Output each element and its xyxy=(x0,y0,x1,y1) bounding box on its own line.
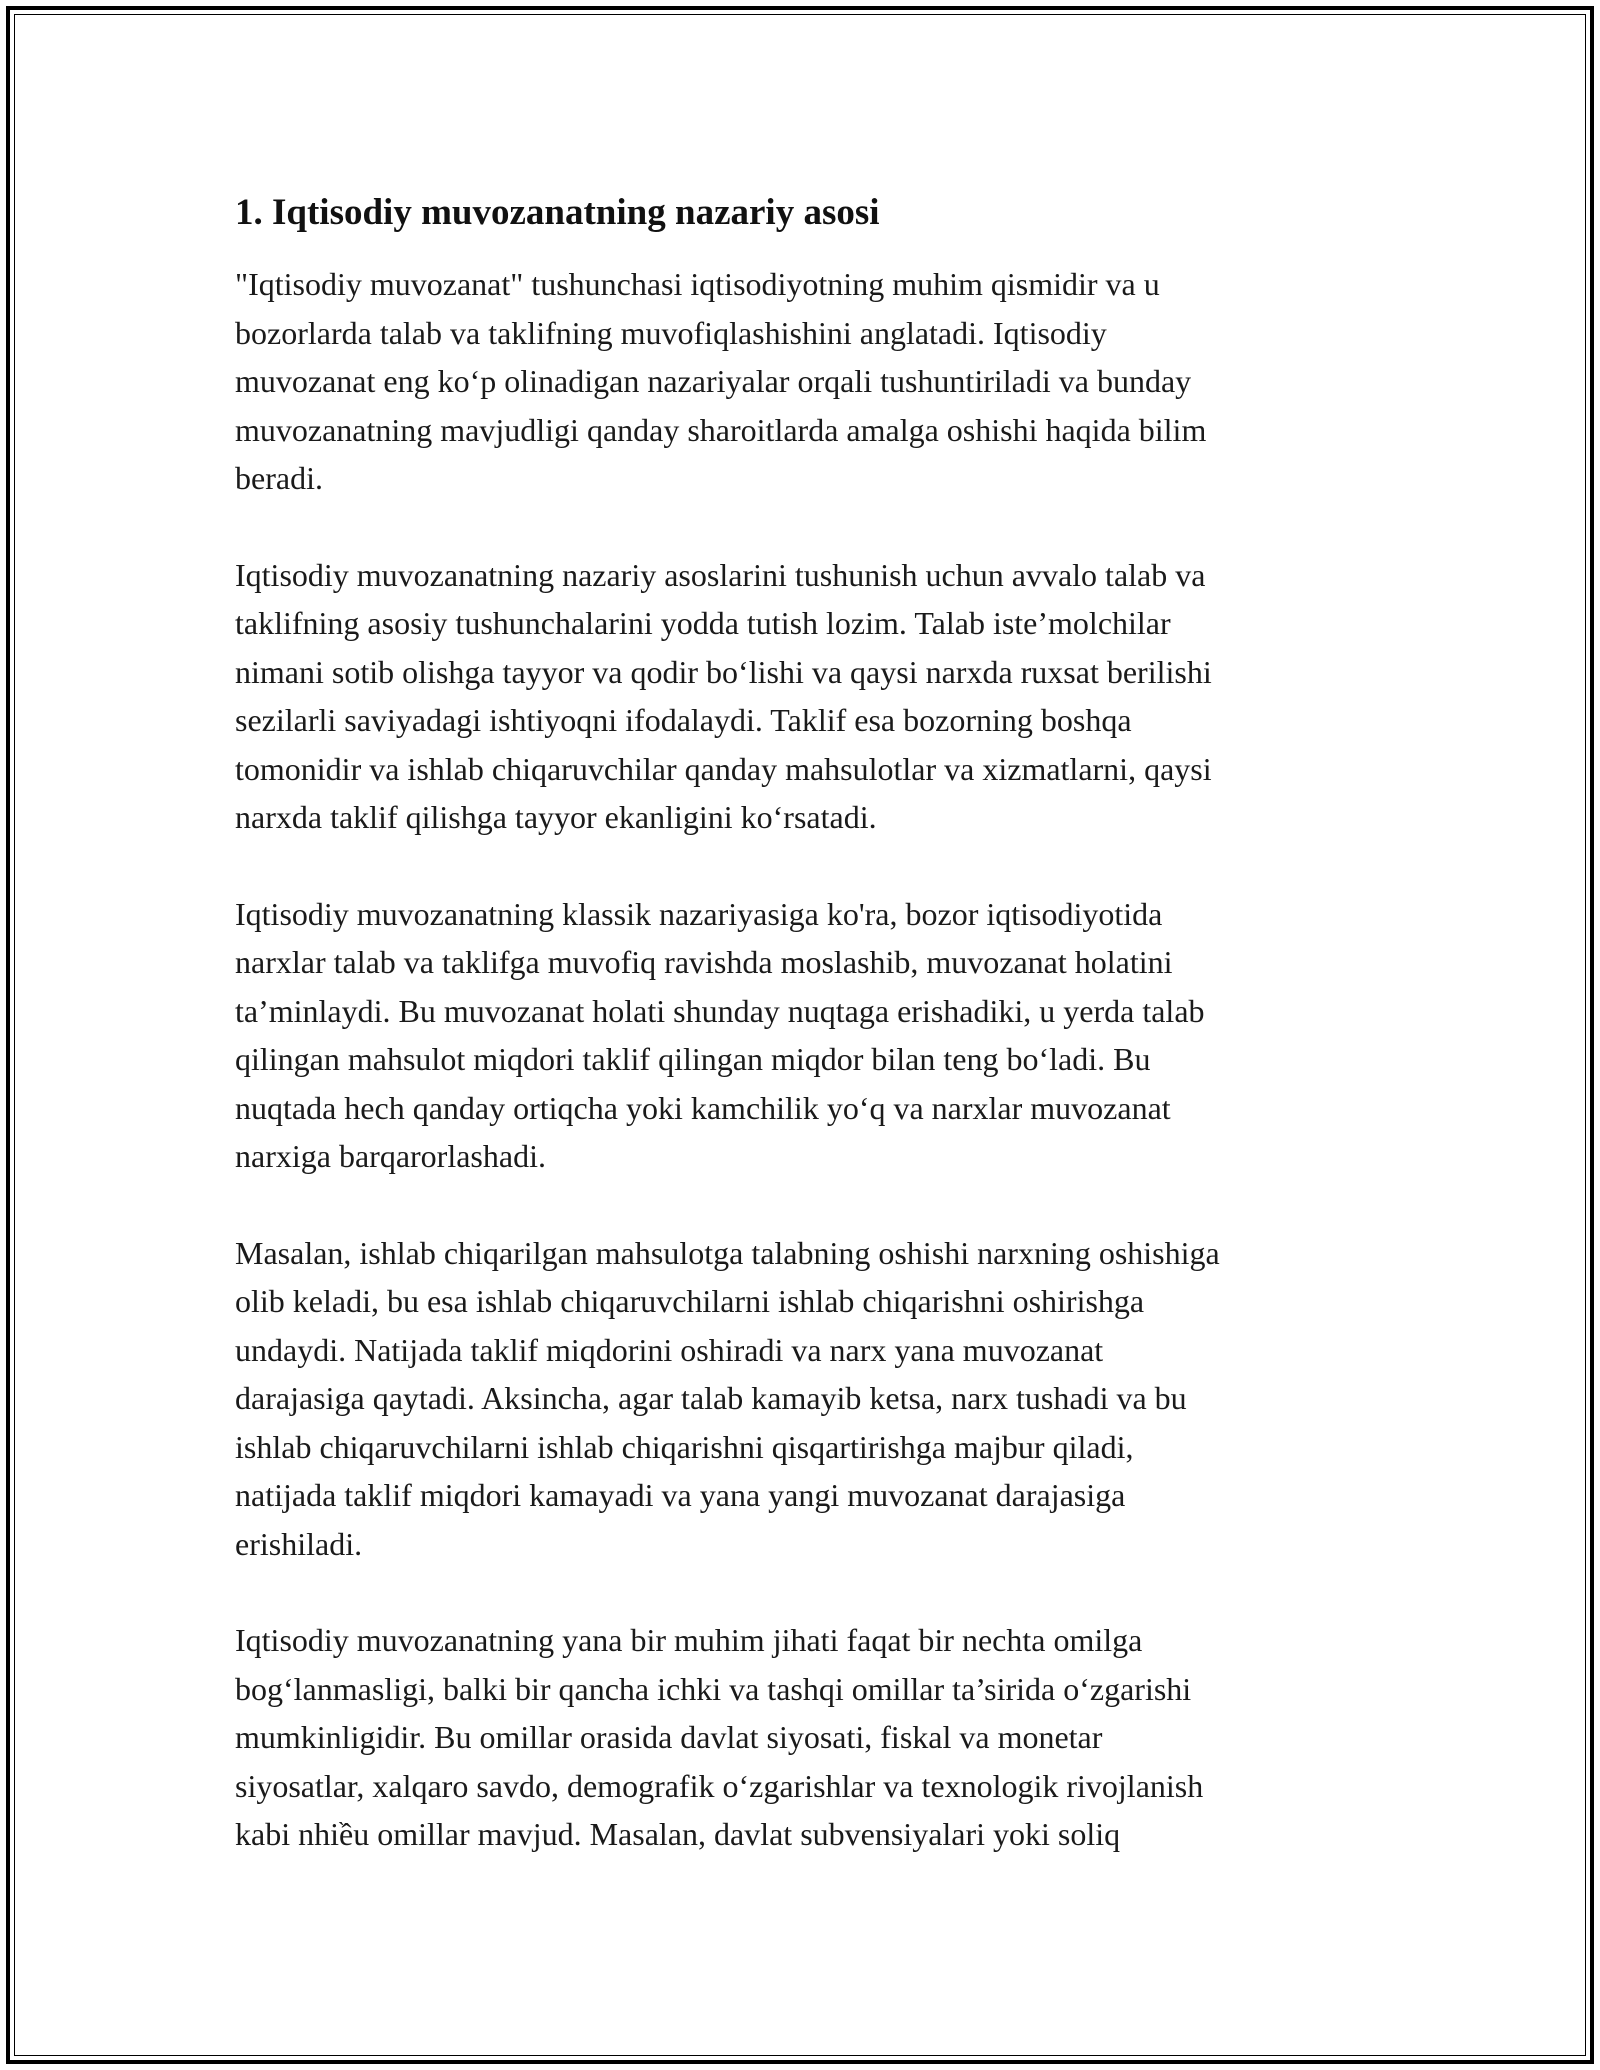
paragraph-line: darajasiga qaytadi. Aksincha, agar talab kamayib ketsa, narx tushadi va bu xyxy=(235,1380,1187,1416)
paragraph-line: Iqtisodiy muvozanatning yana bir muhim jihati faqat bir nechta omilga xyxy=(235,1622,1143,1658)
paragraph-line: siyosatlar, xalqaro savdo, demografik o‘zgarishlar va texnologik rivojlanish xyxy=(235,1767,1204,1804)
paragraph-line: qilingan mahsulot miqdori taklif qilingan miqdor bilan teng bo‘ladi. Bu xyxy=(235,1041,1151,1077)
paragraph-line: "Iqtisodiy muvozanat" tushunchasi iqtisodiyotning muhim qismidir va u xyxy=(235,266,1160,302)
paragraph-line: bog‘lanmasligi, balki bir qancha ichki va tashqi omillar ta’sirida o‘zgarishi xyxy=(235,1670,1192,1707)
paragraph-line: muvozanat eng ko‘p olinadigan nazariyalar orqali tushuntiriladi va bunday xyxy=(235,363,1192,399)
paragraph-line: olib keladi, bu esa ishlab chiqaruvchilarni ishlab chiqarishni oshirishga xyxy=(235,1283,1145,1319)
section-heading: 1. Iqtisodiy muvozanatning nazariy asosi xyxy=(235,192,880,233)
paragraph-5 xyxy=(235,1616,1375,1859)
paragraph-line: narxiga barqarorlashadi. xyxy=(235,1138,546,1174)
paragraph-line: narxda taklif qilishga tayyor ekanligini ko‘rsatadi. xyxy=(235,799,877,835)
paragraph-4 xyxy=(235,1229,1375,1569)
paragraph-line: sezilarli saviyadagi ishtiyoqni ifodalaydi. Taklif esa bozorning boshqa xyxy=(235,702,1132,738)
paragraph-3 xyxy=(235,890,1375,1181)
paragraph-line: Iqtisodiy muvozanatning nazariy asoslarini tushunish uchun avvalo talab va xyxy=(235,556,1206,593)
paragraph-line: ishlab chiqaruvchilarni ishlab chiqarishni qisqartirishga majbur qiladi, xyxy=(235,1428,1134,1465)
paragraph-2 xyxy=(235,551,1375,842)
document-body xyxy=(235,188,1375,1907)
paragraph-line: taklifning asosiy tushunchalarini yodda tutish lozim. Talab iste’molchilar xyxy=(235,605,1171,641)
paragraph-line: bozorlarda talab va taklifning muvofiqlashishini anglatadi. Iqtisodiy xyxy=(235,314,1107,351)
paragraph-line: Masalan, ishlab chiqarilgan mahsulotga talabning oshishi narxning oshishiga xyxy=(235,1234,1220,1271)
paragraph-line: undaydi. Natijada taklif miqdorini oshiradi va narx yana muvozanat xyxy=(235,1331,1104,1368)
paragraph-line: natijada taklif miqdori kamayadi va yana yangi muvozanat darajasiga xyxy=(235,1477,1126,1513)
paragraph-line: beradi. xyxy=(235,460,323,496)
paragraph-1 xyxy=(235,260,1375,503)
paragraph-line: ta’minlaydi. Bu muvozanat holati shunday nuqtaga erishadiki, u yerda talab xyxy=(235,992,1205,1029)
paragraph-line: nimani sotib olishga tayyor va qodir bo‘lishi va qaysi narxda ruxsat berilishi xyxy=(235,653,1212,690)
paragraph-line: kabi nhiều omillar mavjud. Masalan, davlat subvensiyalari yoki soliq xyxy=(235,1816,1121,1852)
paragraph-line: tomonidir va ishlab chiqaruvchilar qanday mahsulotlar va xizmatlarni, qaysi xyxy=(235,750,1212,787)
paragraph-line: narxlar talab va taklifga muvofiq ravishda moslashib, muvozanat holatini xyxy=(235,944,1173,980)
paragraph-line: nuqtada hech qanday ortiqcha yoki kamchilik yo‘q va narxlar muvozanat xyxy=(235,1089,1171,1126)
paragraph-line: Iqtisodiy muvozanatning klassik nazariyasiga ko'ra, bozor iqtisodiyotida xyxy=(235,895,1163,932)
paragraph-line: mumkinligidir. Bu omillar orasida davlat siyosati, fiskal va monetar xyxy=(235,1719,1103,1755)
paragraph-line: muvozanatning mavjudligi qanday sharoitlarda amalga oshishi haqida bilim xyxy=(235,411,1207,448)
paragraph-line: erishiladi. xyxy=(235,1525,363,1562)
